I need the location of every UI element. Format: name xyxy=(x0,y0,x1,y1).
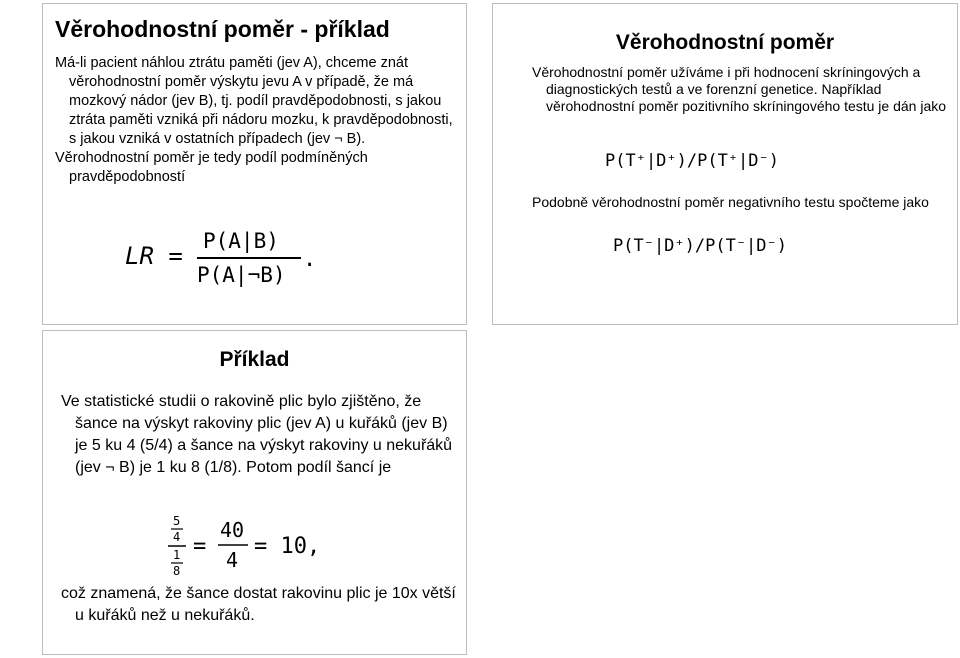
slide-body xyxy=(61,583,456,627)
lr-formula xyxy=(123,226,363,296)
formula-numerator: P(A|B) xyxy=(203,229,279,253)
formula-lhs: LR = xyxy=(125,242,183,270)
paragraph: Má-li pacient náhlou ztrátu paměti (jev A), chceme znát věrohodnostní poměr výskytu jevu A v případě, že má mozkový nádor (jev B), tj. podíl pravděpodobnosti, s jakou ztráta paměti vzniká při nádoru mozku, k pravděpodobnosti, s jakou vzniká v ostatních případech (jev ¬ B). xyxy=(55,55,453,147)
formula-equals: = xyxy=(193,534,207,559)
odds-ratio-formula xyxy=(168,513,368,579)
formula-bottom-denominator: 8 xyxy=(173,564,181,578)
slide-body xyxy=(55,54,460,187)
formula-text: P(T⁻|D⁺)/P(T⁻|D⁻) xyxy=(613,236,787,256)
negative-test-formula xyxy=(611,231,831,261)
formula-top-denominator: 4 xyxy=(173,530,181,544)
formula-mid-denominator: 4 xyxy=(226,548,239,572)
slide-title: Věrohodnostní poměr xyxy=(615,31,835,54)
slide-likelihood-ratio xyxy=(492,3,958,325)
slide-likelihood-ratio-example xyxy=(42,3,467,325)
paragraph: Věrohodnostní poměr užíváme i při hodnocení skríningových a diagnostických testů a ve forenzní genetice. Například věrohodnostní poměr pozitivního skríningového testu je dán jako xyxy=(532,64,947,114)
slide-example xyxy=(42,330,467,655)
formula-bottom-numerator: 1 xyxy=(173,548,181,562)
formula-period: . xyxy=(303,247,317,272)
paragraph: což znamená, že šance dostat rakovinu plic je 10x větší u kuřáků než u nekuřáků. xyxy=(61,585,456,624)
paragraph: Podobně věrohodnostní poměr negativního testu spočteme jako xyxy=(532,194,929,210)
slide-title: Věrohodnostní poměr - příklad xyxy=(55,16,390,42)
formula-text: P(T⁺|D⁺)/P(T⁺|D⁻) xyxy=(605,151,779,171)
paragraph: Ve statistické studii o rakovině plic bylo zjištěno, že šance na výskyt rakoviny plic (jev A) u kuřáků (jev B) je 5 ku 4 (5/4) a šance na výskyt rakoviny u nekuřáků (jev ¬ B) je 1 ku 8 (1/8). Potom podíl šancí je xyxy=(61,393,453,476)
formula-top-numerator: 5 xyxy=(173,514,181,528)
formula-denominator: P(A|¬B) xyxy=(197,263,286,287)
slide-title: Příklad xyxy=(219,348,290,371)
formula-result: = 10, xyxy=(254,534,321,559)
slide-body xyxy=(61,391,456,479)
paragraph: Věrohodnostní poměr je tedy podíl podmíněných pravděpodobností xyxy=(55,150,368,185)
positive-test-formula xyxy=(603,146,823,176)
slide-body xyxy=(532,64,952,115)
formula-mid-numerator: 40 xyxy=(220,518,245,542)
slide-body xyxy=(532,194,952,211)
